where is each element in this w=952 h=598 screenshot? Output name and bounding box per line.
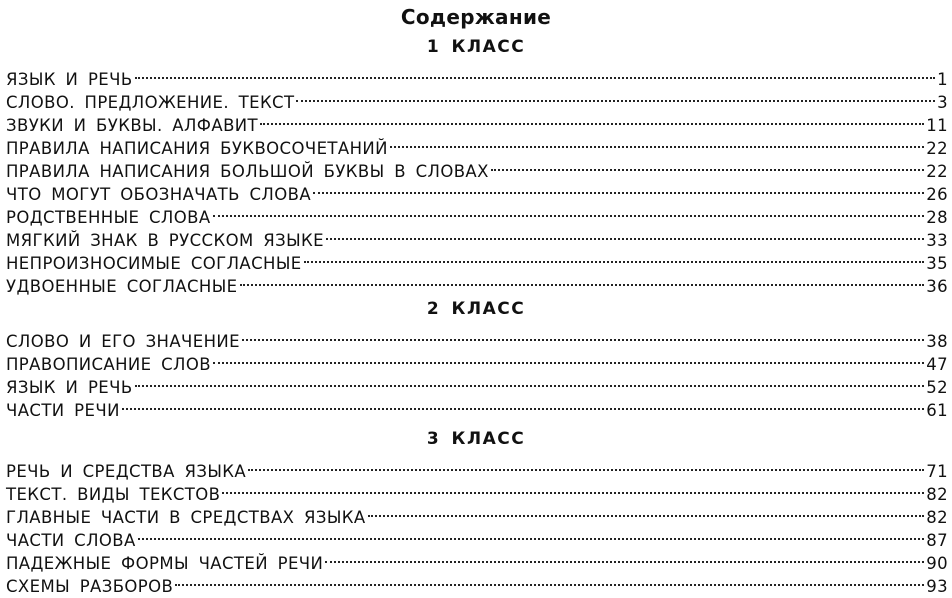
toc-entry[interactable] — [0, 324, 952, 351]
toc-entry-label: МЯГКИЙ ЗНАК В РУССКОМ ЯЗЫКЕ — [6, 231, 324, 250]
toc-entry-label: ГЛАВНЫЕ ЧАСТИ В СРЕДСТВАХ ЯЗЫКА — [6, 508, 366, 527]
toc-entry[interactable] — [0, 370, 952, 397]
toc-entry-label: ПРАВИЛА НАПИСАНИЯ БОЛЬШОЙ БУКВЫ В СЛОВАХ — [6, 162, 489, 181]
dot-leader — [325, 546, 924, 569]
dot-leader — [175, 569, 924, 592]
toc-list — [0, 324, 952, 420]
dot-leader — [135, 62, 936, 85]
toc-entry-page: 61 — [926, 401, 948, 420]
toc-entry-label: НЕПРОИЗНОСИМЫЕ СОГЛАСНЫЕ — [6, 254, 302, 273]
toc-entry-page: 3 — [937, 93, 948, 112]
dot-leader — [260, 108, 924, 131]
dot-leader — [304, 246, 925, 269]
toc-entry-page: 90 — [926, 554, 948, 573]
dot-leader — [390, 131, 924, 154]
toc-entry-label: РЕЧЬ И СРЕДСТВА ЯЗЫКА — [6, 462, 247, 481]
dot-leader — [313, 177, 924, 200]
dot-leader — [242, 324, 924, 347]
toc-list — [0, 62, 952, 296]
toc-entry-page: 11 — [926, 116, 948, 135]
toc-entry-label: ТЕКСТ. ВИДЫ ТЕКСТОВ — [6, 485, 221, 504]
toc-entry-page: 82 — [926, 508, 948, 527]
toc-list — [0, 454, 952, 596]
toc-entry-label: ЯЗЫК И РЕЧЬ — [6, 378, 133, 397]
toc-entry-page: 38 — [926, 332, 948, 351]
toc-entry-page: 93 — [926, 577, 948, 596]
toc-entry-page: 22 — [926, 139, 948, 158]
toc-entry-label: СЛОВО И ЕГО ЗНАЧЕНИЕ — [6, 332, 240, 351]
toc-entry-page: 71 — [926, 462, 948, 481]
toc-entry[interactable] — [0, 62, 952, 89]
toc-entry-label: ПРАВИЛА НАПИСАНИЯ БУКВОСОЧЕТАНИЙ — [6, 139, 388, 158]
toc-entry-label: ПРАВОПИСАНИЕ СЛОВ — [6, 355, 211, 374]
toc-entry-page: 36 — [926, 277, 948, 296]
dot-leader — [138, 523, 924, 546]
section-heading: 1 КЛАСС — [426, 37, 526, 57]
toc-entry-label: РОДСТВЕННЫЕ СЛОВА — [6, 208, 211, 227]
toc-entry-label: СЛОВО. ПРЕДЛОЖЕНИЕ. ТЕКСТ — [6, 93, 295, 112]
toc-entry[interactable] — [0, 393, 952, 420]
toc-entry-page: 1 — [937, 70, 948, 89]
dot-leader — [213, 347, 924, 370]
toc-entry-page: 35 — [926, 254, 948, 273]
dot-leader — [122, 393, 924, 416]
section-grade-2 — [0, 298, 952, 420]
toc-entry-label: ЧАСТИ СЛОВА — [6, 531, 136, 550]
section-grade-3 — [0, 428, 952, 596]
dot-leader — [326, 223, 924, 246]
toc-entry-page: 82 — [926, 485, 948, 504]
dot-leader — [491, 154, 924, 177]
toc-entry-page: 52 — [926, 378, 948, 397]
dot-leader — [135, 370, 925, 393]
toc-entry-label: СХЕМЫ РАЗБОРОВ — [6, 577, 174, 596]
section-heading: 2 КЛАСС — [426, 299, 526, 319]
dot-leader — [222, 477, 924, 500]
toc-entry[interactable] — [0, 85, 952, 112]
toc-entry-label: ПАДЕЖНЫЕ ФОРМЫ ЧАСТЕЙ РЕЧИ — [6, 554, 324, 573]
dot-leader — [248, 454, 924, 477]
dot-leader — [213, 200, 925, 223]
dot-leader — [296, 85, 935, 108]
toc-entry-label: ЧАСТИ РЕЧИ — [6, 401, 120, 420]
toc-entry-label: ЯЗЫК И РЕЧЬ — [6, 70, 133, 89]
section-grade-1 — [0, 36, 952, 296]
toc-entry[interactable] — [0, 454, 952, 481]
toc-entry-page: 26 — [926, 185, 948, 204]
toc-entry-label: ЗВУКИ И БУКВЫ. АЛФАВИТ — [6, 116, 259, 135]
page-title: Содержание — [400, 5, 552, 29]
toc-entry-page: 28 — [926, 208, 948, 227]
dot-leader — [368, 500, 925, 523]
section-heading: 3 КЛАСС — [426, 429, 526, 449]
dot-leader — [240, 269, 925, 292]
toc-entry-label: ЧТО МОГУТ ОБОЗНАЧАТЬ СЛОВА — [6, 185, 312, 204]
toc-entry[interactable] — [0, 523, 952, 550]
toc-entry[interactable] — [0, 546, 952, 573]
toc-entry-page: 47 — [926, 355, 948, 374]
toc-entry-page: 33 — [926, 231, 948, 250]
toc-entry-page: 87 — [926, 531, 948, 550]
toc-entry-page: 22 — [926, 162, 948, 181]
toc-entry-label: УДВОЕННЫЕ СОГЛАСНЫЕ — [6, 277, 238, 296]
